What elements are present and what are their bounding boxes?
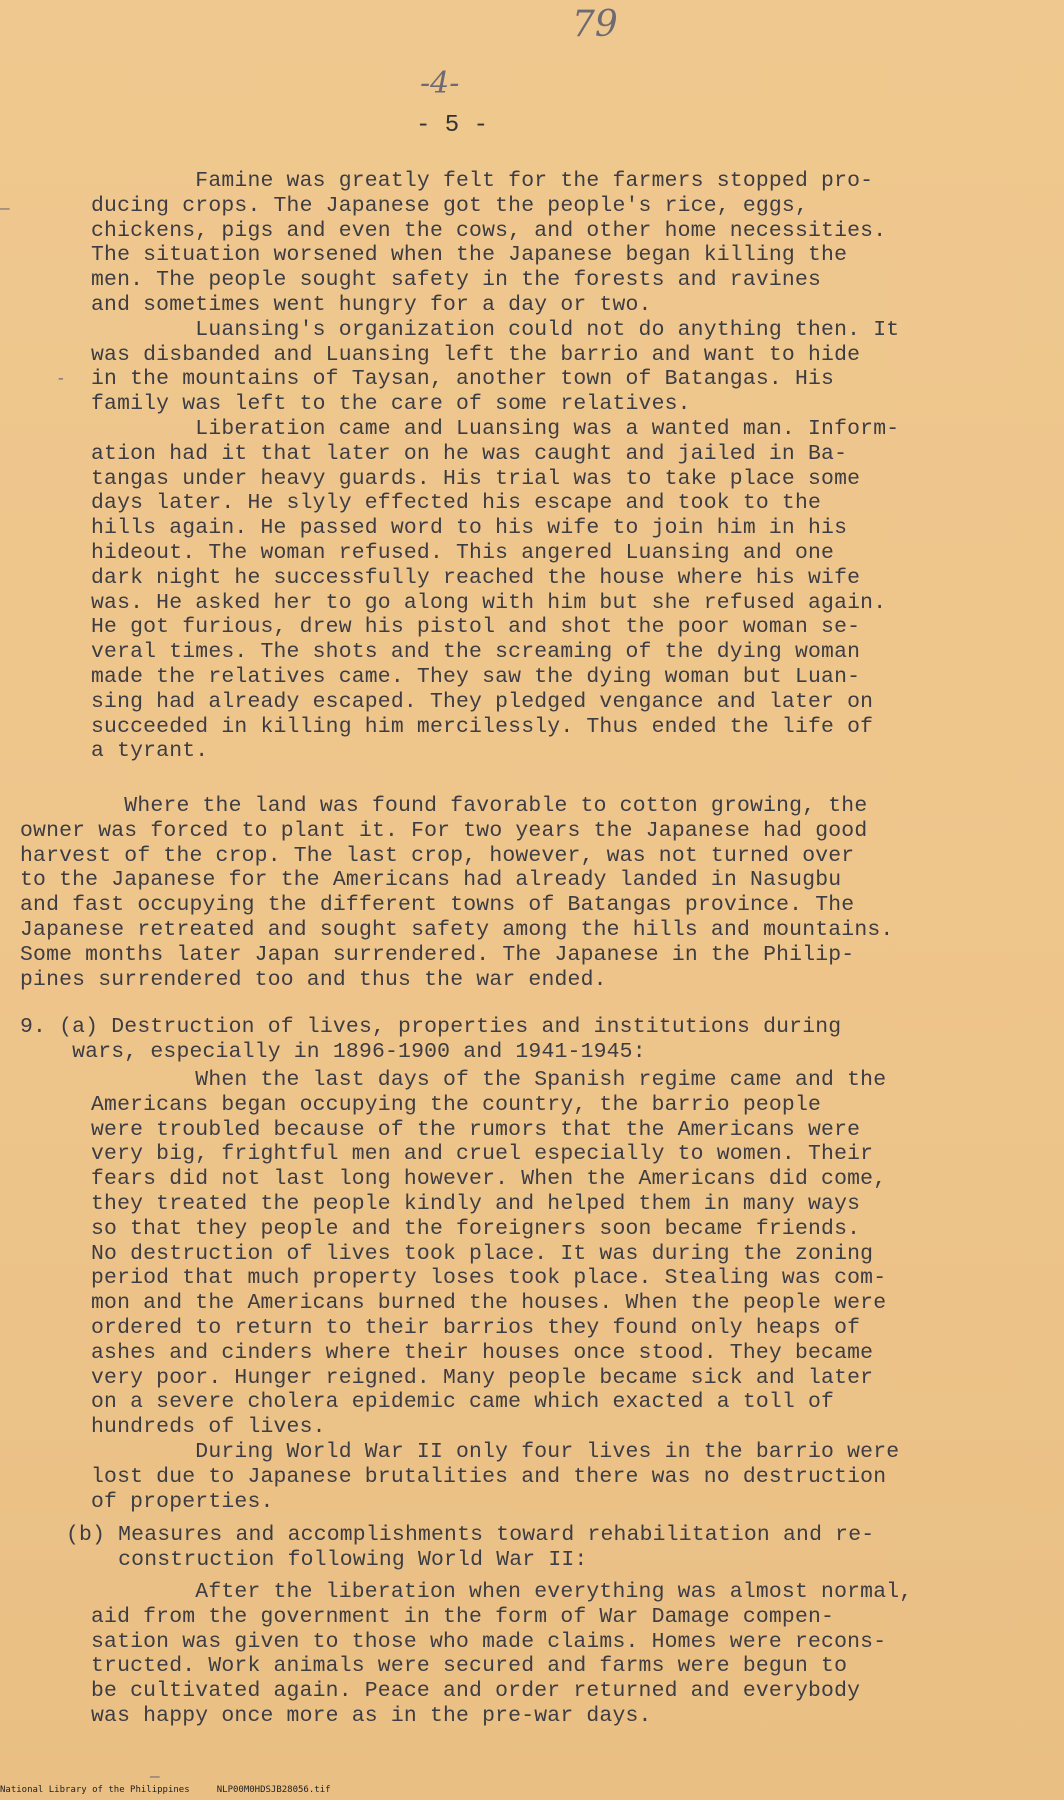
handwritten-page-number: -4- <box>420 66 460 101</box>
margin-mark: - <box>56 370 66 388</box>
text-line: After the liberation when everything was almost normal, <box>91 1580 913 1604</box>
text-line: harvest of the crop. The last crop, however, was not turned over <box>20 843 855 868</box>
text-line: hideout. The woman refused. This angered Luansing and one <box>91 540 835 565</box>
text-block <box>91 169 899 764</box>
text-line: pines surrendered too and thus the war ended. <box>20 967 607 992</box>
text-line: be cultivated again. Peace and order returned and everybody <box>91 1679 861 1704</box>
text-line: and sometimes went hungry for a day or two. <box>91 292 652 317</box>
text-line: lost due to Japanese brutalities and there was no destruction <box>91 1464 887 1489</box>
text-line: family was left to the care of some relatives. <box>91 392 691 417</box>
handwritten-folio-number: 79 <box>572 4 618 45</box>
text-line: construction following World War II: <box>66 1547 588 1572</box>
text-line: in the mountains of Taysan, another town of Batangas. His <box>91 367 835 392</box>
text-line: dark night he successfully reached the house where his wife <box>91 565 861 590</box>
text-line: When the last days of the Spanish regime came and the <box>91 1068 887 1092</box>
text-line: hills again. He passed word to his wife to join him in his <box>91 516 848 541</box>
text-line: and fast occupying the different towns of Batangas province. The <box>20 893 855 918</box>
text-line: they treated the people kindly and helped them in many ways <box>91 1191 861 1216</box>
text-line: period that much property loses took place. Stealing was com- <box>91 1266 887 1291</box>
text-line: Some months later Japan surrendered. The Japanese in the Philip- <box>20 942 855 967</box>
text-line: were troubled because of the rumors that the Americans were <box>91 1117 861 1142</box>
text-line: Where the land was found favorable to cotton growing, the <box>20 794 868 818</box>
text-line: on a severe cholera epidemic came which exacted a toll of <box>91 1390 835 1415</box>
text-line: veral times. The shots and the screaming of the dying woman <box>91 640 861 665</box>
text-line: days later. He slyly effected his escape and took to the <box>91 491 822 516</box>
text-block <box>20 794 893 992</box>
text-line: was disbanded and Luansing left the barrio and want to hide <box>91 342 861 367</box>
text-line: very big, frightful men and cruel especially to women. Their <box>91 1142 874 1167</box>
text-line: During World War II only four lives in the barrio were <box>91 1439 900 1464</box>
text-line: was. He asked her to go along with him but she refused again. <box>91 590 887 615</box>
section-heading <box>66 1523 874 1573</box>
text-line: mon and the Americans burned the houses. When the people were <box>91 1291 887 1316</box>
text-line: made the relatives came. They saw the dying woman but Luan- <box>91 664 861 689</box>
text-line: Americans began occupying the country, the barrio people <box>91 1092 822 1117</box>
text-line: ation had it that later on he was caught and jailed in Ba- <box>91 441 848 466</box>
text-line: was happy once more as in the pre-war days. <box>91 1703 652 1728</box>
text-line: 9. (a) Destruction of lives, properties and institutions during <box>20 1015 842 1039</box>
section-heading <box>20 1015 841 1065</box>
text-line: Famine was greatly felt for the farmers stopped pro- <box>91 169 874 193</box>
margin-mark: — <box>0 200 10 218</box>
margin-mark: — <box>150 1768 160 1786</box>
text-line: ordered to return to their barrios they found only heaps of <box>91 1315 861 1340</box>
page-number: - 5 - <box>416 112 489 139</box>
text-line: a tyrant. <box>91 739 209 764</box>
text-line: Japanese retreated and sought safety among the hills and mountains. <box>20 917 894 942</box>
text-line: (b) Measures and accomplishments toward rehabilitation and re- <box>66 1523 875 1547</box>
text-line: tangas under heavy guards. His trial was to take place some <box>91 466 861 491</box>
text-line: tructed. Work animals were secured and farms were begun to <box>91 1654 848 1679</box>
text-line: He got furious, drew his pistol and shot the poor woman se- <box>91 615 861 640</box>
text-line: Luansing's organization could not do anything then. It <box>91 317 900 342</box>
text-line: ashes and cinders where their houses once stood. They became <box>91 1340 874 1365</box>
text-line: chickens, pigs and even the cows, and other home necessities. <box>91 218 887 243</box>
text-line: succeeded in killing him mercilessly. Thus ended the life of <box>91 714 874 739</box>
text-line: men. The people sought safety in the forests and ravines <box>91 268 822 293</box>
text-line: aid from the government in the form of War Damage compen- <box>91 1604 835 1629</box>
text-line: ducing crops. The Japanese got the people's rice, eggs, <box>91 193 809 218</box>
text-block <box>91 1068 899 1514</box>
text-line: to the Japanese for the Americans had already landed in Nasugbu <box>20 868 842 893</box>
text-line: fears did not last long however. When the Americans did come, <box>91 1167 887 1192</box>
text-line: very poor. Hunger reigned. Many people became sick and later <box>91 1365 874 1390</box>
text-block <box>91 1580 912 1729</box>
text-line: No destruction of lives took place. It was during the zoning <box>91 1241 874 1266</box>
text-line: owner was forced to plant it. For two years the Japanese had good <box>20 818 868 843</box>
text-line: wars, especially in 1896-1900 and 1941-1945: <box>20 1039 646 1064</box>
text-line: The situation worsened when the Japanese began killing the <box>91 243 848 268</box>
text-line: hundreds of lives. <box>91 1415 326 1440</box>
text-line: Liberation came and Luansing was a wanted man. Inform- <box>91 416 900 441</box>
footer-source: National Library of the Philippines NLP00M0HDSJB28056.tif <box>0 1785 331 1795</box>
text-line: of properties. <box>91 1489 274 1514</box>
text-line: sing had already escaped. They pledged vengance and later on <box>91 689 874 714</box>
text-line: so that they people and the foreigners soon became friends. <box>91 1216 861 1241</box>
text-line: sation was given to those who made claims. Homes were recons- <box>91 1629 887 1654</box>
